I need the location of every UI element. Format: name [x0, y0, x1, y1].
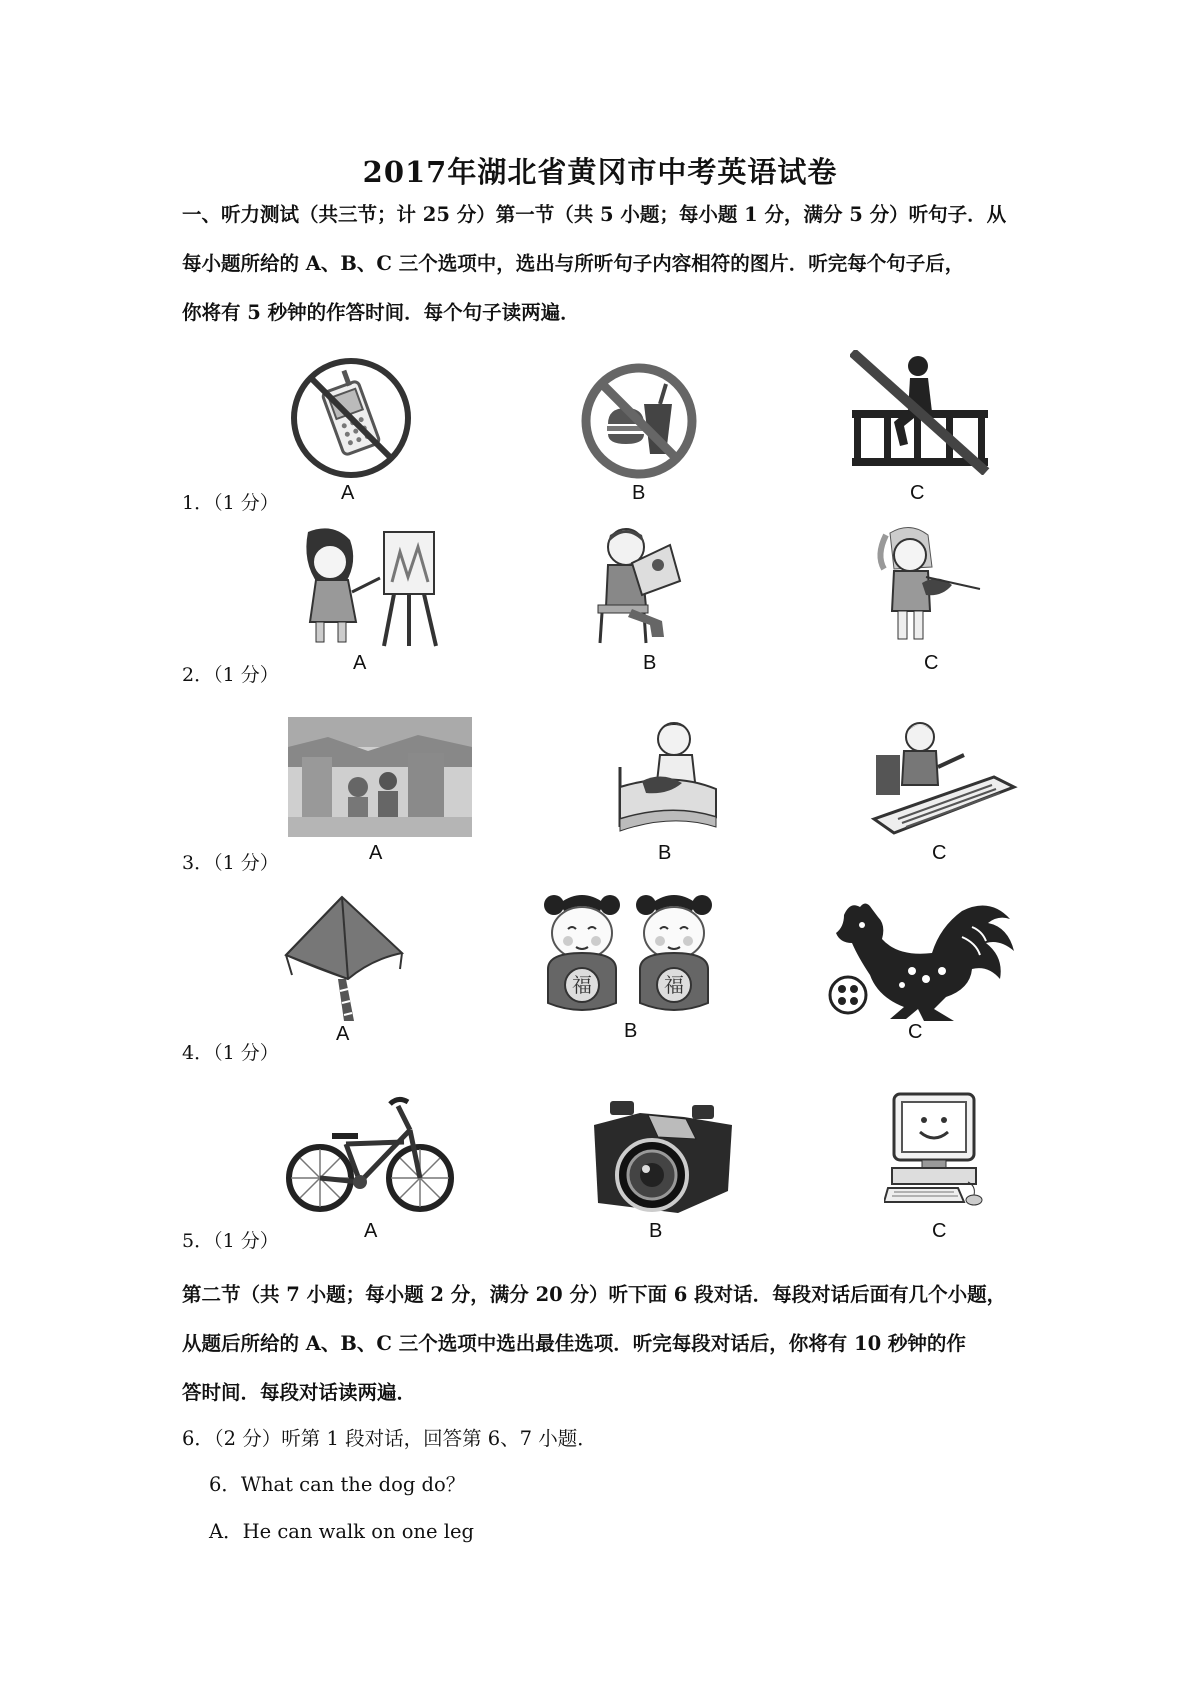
question-6-text: 6．What can the dog do？ [209, 1473, 466, 1496]
question-2-label: 2．（1 分） [182, 664, 279, 686]
street-scene-icon [288, 717, 472, 837]
option-c: C [908, 1021, 923, 1043]
question-4-label: 4．（1 分） [182, 1042, 279, 1064]
option-b: B [649, 1220, 663, 1242]
section2-line3: 答时间．每段对话读两遍． [182, 1381, 417, 1404]
question-6-header: 6．（2 分）听第 1 段对话，回答第 6、7 小题． [182, 1427, 597, 1450]
page-title: 2017年湖北省黄冈市中考英语试卷 [362, 155, 838, 189]
section1-line3: 你将有 5 秒钟的作答时间．每个句子读两遍． [182, 301, 580, 324]
bicycle-icon [286, 1092, 458, 1216]
no-climbing-icon [850, 350, 990, 475]
computer-icon [884, 1092, 988, 1216]
girl-violin-icon [872, 525, 982, 647]
option-b: B [632, 482, 646, 504]
paper-cut-rooster-icon [822, 897, 1018, 1025]
fu-dolls-icon [540, 893, 718, 1017]
section2-line2: 从题后所给的 A、B、C 三个选项中选出最佳选项．听完每段对话后，你将有 10 秒钟的作 [182, 1332, 966, 1355]
option-b: B [658, 842, 672, 864]
question-6-option-a: A．He can walk on one leg [209, 1520, 474, 1543]
question-1-label: 1．（1 分） [182, 492, 279, 514]
svg-text:福: 福 [664, 973, 684, 997]
option-b: B [624, 1020, 638, 1042]
option-a: A [369, 842, 383, 864]
camera-icon [588, 1095, 738, 1217]
boy-bed-icon [612, 717, 724, 837]
boy-reading-icon [592, 525, 688, 645]
no-food-icon [580, 362, 698, 480]
section1-instructions [182, 190, 1022, 337]
option-a: A [341, 482, 355, 504]
option-c: C [924, 652, 939, 674]
option-a: A [364, 1220, 378, 1242]
section2-line1: 第二节（共 7 小题；每小题 2 分，满分 20 分）听下面 6 段对话．每段对话后面有几个小题， [182, 1283, 1007, 1306]
question-5-label: 5．（1 分） [182, 1230, 279, 1252]
kite-icon [282, 895, 412, 1025]
option-c: C [910, 482, 925, 504]
option-a: A [336, 1023, 350, 1045]
section2-instructions [182, 1270, 1032, 1417]
section1-line2: 每小题所给的 A、B、C 三个选项中，选出与所听句子内容相符的图片．听完每个句子后， [182, 252, 965, 275]
girl-painting-icon [288, 522, 448, 650]
svg-text:福: 福 [572, 973, 592, 997]
option-b: B [643, 652, 657, 674]
boy-guzheng-icon [868, 715, 1018, 839]
question-3-label: 3．（1 分） [182, 852, 279, 874]
section1-line1: 一、听力测试（共三节；计 25 分）第一节（共 5 小题；每小题 1 分，满分 5 分）听句子．从 [182, 203, 1007, 226]
option-c: C [932, 842, 947, 864]
option-c: C [932, 1220, 947, 1242]
option-a: A [353, 652, 367, 674]
no-phone-icon [288, 355, 414, 481]
